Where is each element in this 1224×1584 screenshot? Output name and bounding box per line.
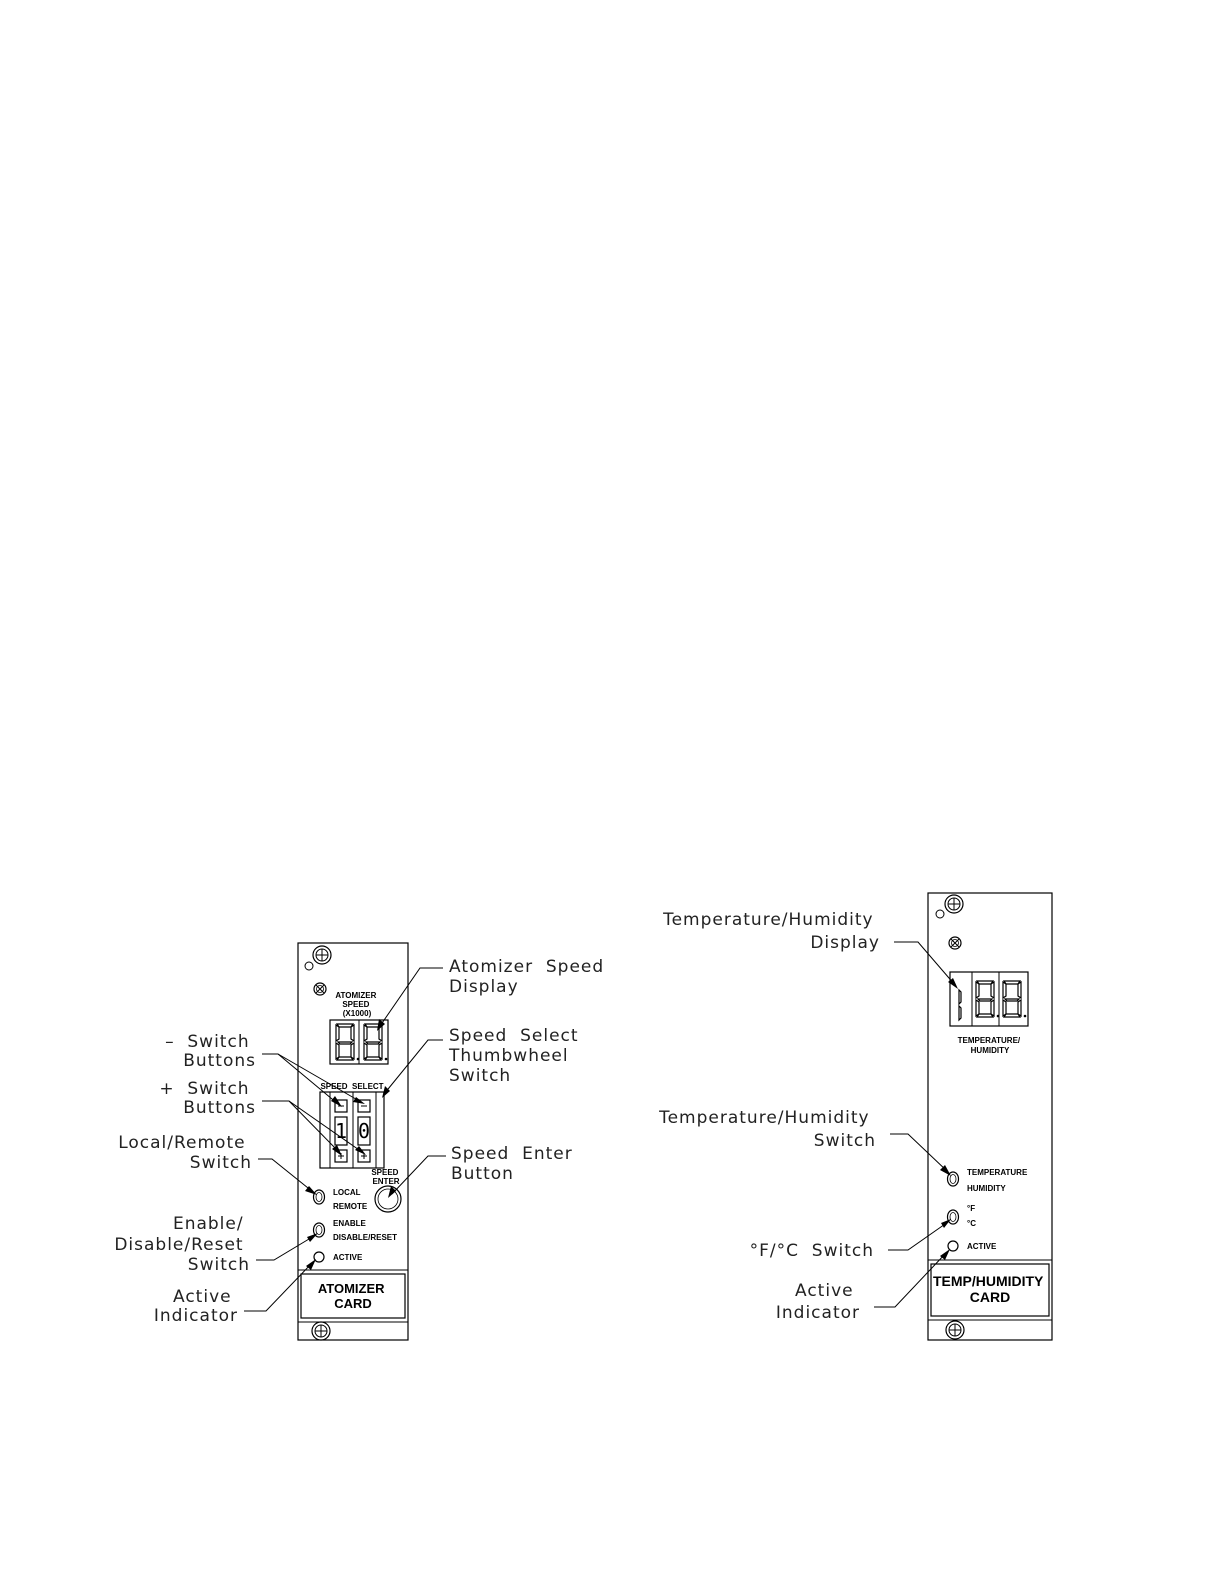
alignment-hole-icon [936,910,944,918]
callout-enable-disable-reset-switch: Enable/ Disable/Reset Switch [114,1214,250,1275]
speed-select-label: SPEED SELECT [320,1082,384,1091]
f-c-switch-labels: °F °C [967,1204,976,1228]
callout-plus-switch-buttons: + Switch Buttons [159,1079,256,1118]
x-screw-icon [949,937,961,949]
callout-minus-switch-buttons: – Switch Buttons [165,1032,256,1071]
callout-speed-enter-button: Speed Enter Button [451,1144,573,1184]
temperature-humidity-display [950,972,1028,1026]
callout-active-indicator-temp: Active Indicator [775,1281,860,1323]
speed-enter-label: SPEED ENTER [371,1168,400,1186]
callout-temperature-humidity-switch: Temperature/Humidity Switch [659,1108,876,1151]
top-screw-icon [945,895,963,913]
temp-humidity-callouts [658,910,958,1323]
callout-atomizer-speed-display: Atomizer Speed Display [449,957,605,997]
bottom-screw-icon [312,1322,330,1340]
temp-humidity-display-label: TEMPERATURE/ HUMIDITY [957,1036,1021,1055]
speed-enter-button[interactable] [375,1186,401,1212]
speed-select-thumbwheel-switch[interactable] [320,1092,384,1168]
callout-f-c-switch: °F/°C Switch [749,1241,874,1261]
callout-speed-select-thumbwheel-switch: Speed Select Thumbwheel Switch [449,1026,579,1086]
atomizer-card-title: ATOMIZER CARD [317,1281,385,1311]
atomizer-card [298,943,408,1340]
bottom-screw-icon [946,1321,964,1339]
local-remote-labels: LOCAL REMOTE [333,1188,368,1211]
f-c-switch[interactable] [948,1210,959,1224]
temp-humidity-card-title: TEMP/HUMIDITY CARD [932,1273,1044,1305]
temp-humidity-card [928,893,1052,1340]
active-indicator-led [314,1252,324,1262]
callout-temperature-humidity-display: Temperature/Humidity Display [663,910,880,953]
atomizer-display-label: ATOMIZER SPEED (X1000) [335,991,377,1018]
local-remote-switch[interactable] [314,1190,325,1204]
callout-local-remote-switch: Local/Remote Switch [118,1133,252,1173]
alignment-hole-icon [305,962,313,970]
active-label: ACTIVE [967,1242,997,1251]
temperature-humidity-switch-labels: TEMPERATURE HUMIDITY [967,1168,1028,1193]
enable-disable-labels: ENABLE DISABLE/RESET [333,1219,398,1242]
active-label: ACTIVE [333,1253,363,1262]
x-screw-icon [314,983,326,995]
callout-active-indicator: Active Indicator [153,1287,238,1326]
top-screw-icon [313,946,331,964]
thumbwheel-digit-tens: 1 [334,1119,348,1143]
thumbwheel-digit-ones: 0 [357,1119,371,1143]
